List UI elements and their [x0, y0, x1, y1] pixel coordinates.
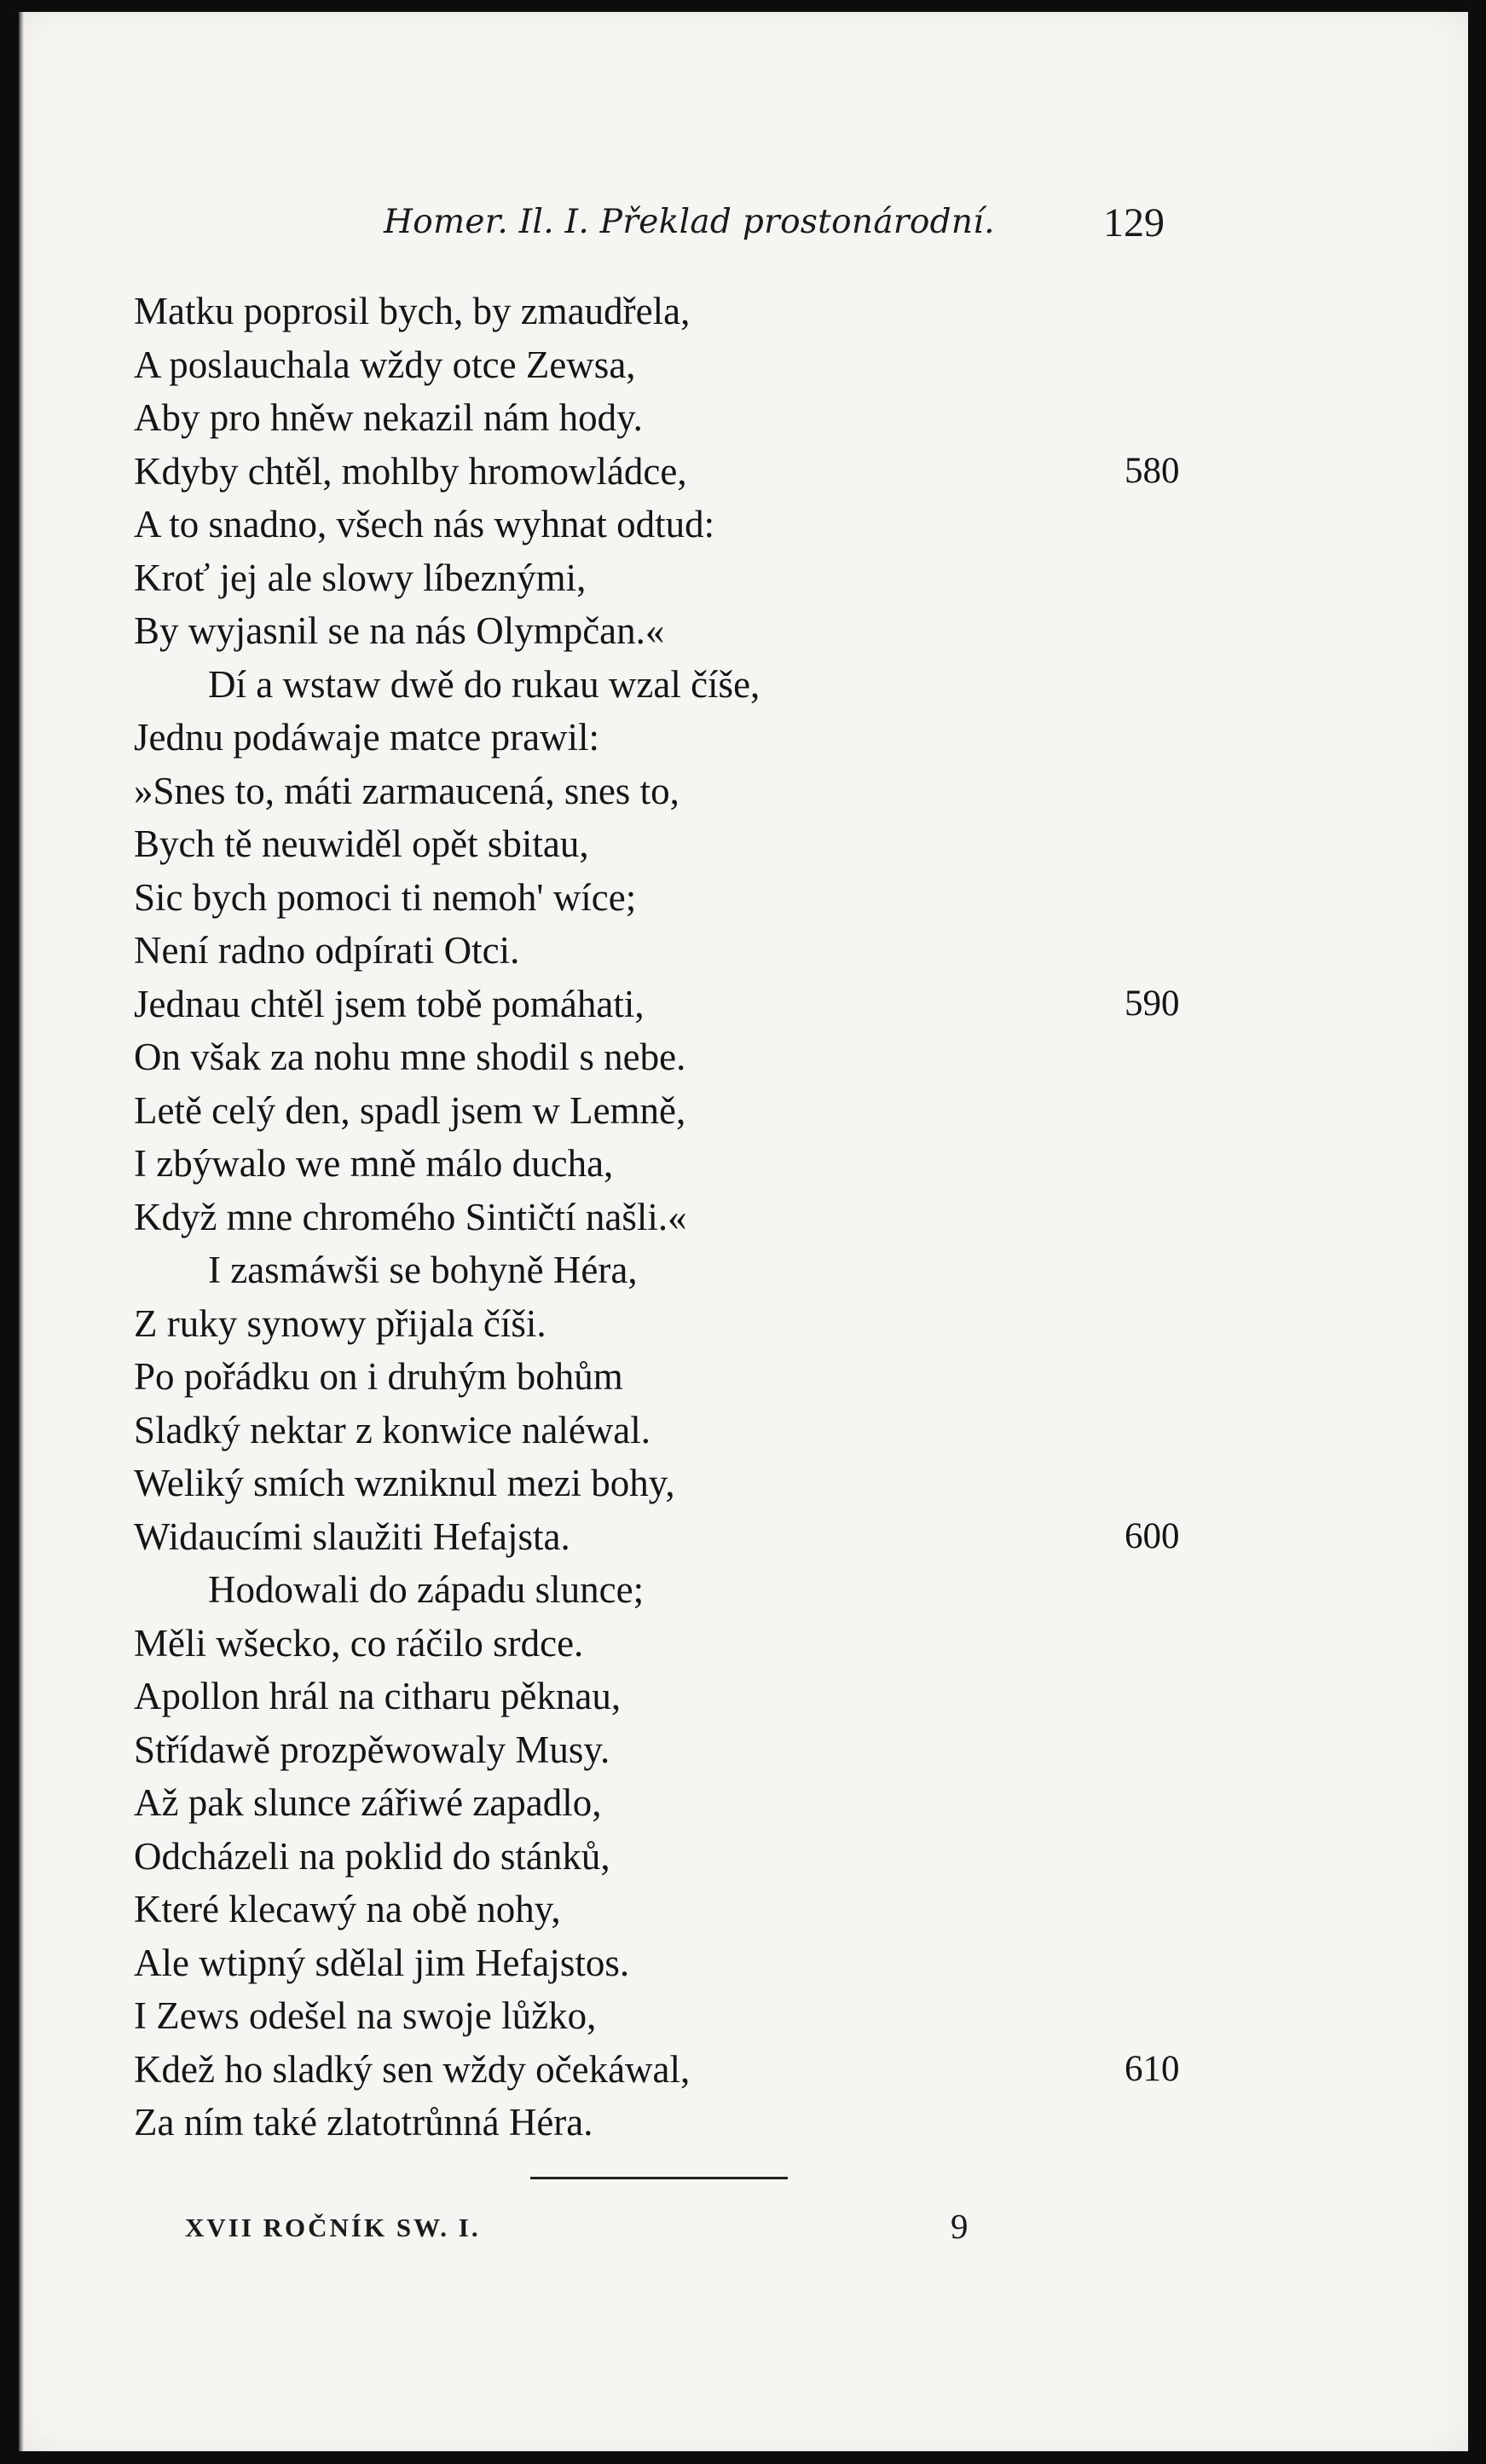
verse-text: Když mne chromého Sintičtí našli.« — [134, 1195, 687, 1238]
verse-line — [134, 658, 1327, 712]
verse-line — [134, 2096, 1327, 2150]
verse-text: Kdyby chtěl, mohlby hromowládce, — [134, 449, 687, 493]
verse-text: Kroť jej ale slowy líbeznými, — [134, 556, 587, 599]
verse-text: Weliký smích wzniknul mezi bohy, — [134, 1462, 675, 1504]
verse-text: Apollon hrál na citharu pěknau, — [134, 1675, 622, 1717]
verse-text: Odcházeli na poklid do stánků, — [134, 1834, 610, 1878]
verse-text: Letě celý den, spadl jsem w Lemně, — [134, 1088, 686, 1132]
verse-text: Kdež ho sladký sen wždy očekáwal, — [134, 2047, 691, 2091]
verse-line — [134, 604, 1327, 658]
verse-text: Matku poprosil bych, by zmaudřela, — [134, 290, 691, 332]
verse-line — [134, 1830, 1327, 1884]
poem-text — [134, 285, 1327, 2150]
book-page — [19, 12, 1468, 2451]
verse-text: Střídawě prozpěwowaly Musy. — [134, 1728, 610, 1771]
verse-line-number: 580 — [1125, 450, 1180, 491]
verse-line — [134, 1350, 1327, 1404]
verse-line-number: 590 — [1125, 983, 1180, 1024]
verse-line — [134, 1404, 1327, 1457]
verse-line — [134, 1989, 1327, 2043]
verse-line — [134, 1191, 1327, 1244]
verse-text: Po pořádku on i druhým bohům — [134, 1355, 623, 1398]
verse-line — [134, 498, 1327, 551]
verse-line — [134, 1723, 1327, 1777]
verse-line — [134, 1617, 1327, 1671]
verse-line — [134, 1670, 1327, 1723]
verse-text: »Snes to, máti zarmaucená, snes to, — [134, 769, 679, 812]
page-number: 129 — [1103, 200, 1165, 245]
verse-text: Widaucími slaužiti Hefajsta. — [134, 1515, 570, 1558]
verse-text: Sladký nektar z konwice naléwal. — [134, 1408, 651, 1451]
verse-line — [134, 551, 1327, 605]
verse-line — [134, 711, 1327, 765]
verse-line — [134, 338, 1327, 392]
verse-line — [134, 1084, 1327, 1138]
verse-text: A poslauchala wždy otce Zewsa, — [134, 343, 636, 386]
verse-text: Aby pro hněw nekazil nám hody. — [134, 396, 643, 439]
verse-line — [134, 445, 1327, 499]
verse-line — [134, 1936, 1327, 1990]
verse-line — [134, 1030, 1327, 1084]
verse-text: I zasmáwši se bohyně Héra, — [208, 1249, 638, 1291]
verse-line — [134, 1776, 1327, 1830]
verse-line — [134, 285, 1327, 338]
verse-line — [134, 817, 1327, 871]
page-footer — [19, 2202, 1468, 2253]
verse-text: Za ním také zlatotrůnná Héra. — [134, 2101, 593, 2144]
verse-text: On však za nohu mne shodil s nebe. — [134, 1036, 686, 1078]
verse-line-number: 600 — [1125, 1515, 1180, 1556]
verse-line — [134, 1244, 1327, 1297]
verse-text: Měli wšecko, co ráčilo srdce. — [134, 1621, 584, 1665]
sheet-number: 9 — [951, 2207, 969, 2246]
page-edge-shadow — [19, 12, 24, 2451]
printer-signature: XVII ROČNÍK SW. I. — [185, 2213, 481, 2242]
verse-text: Bych tě neuwiděl opět sbitau, — [134, 822, 589, 865]
verse-text: Dí a wstaw dwě do rukau wzal číše, — [208, 662, 760, 706]
verse-line — [134, 1563, 1327, 1617]
verse-line — [134, 924, 1327, 978]
verse-line — [134, 2043, 1327, 2097]
verse-line — [134, 765, 1327, 818]
verse-text: Hodowali do západu slunce; — [208, 1568, 645, 1611]
verse-text: Sic bych pomoci ti nemoh' wíce; — [134, 875, 637, 919]
verse-text: Ale wtipný sdělal jim Hefajstos. — [134, 1941, 630, 1984]
verse-text: Z ruky synowy přijala číši. — [134, 1301, 546, 1345]
verse-text: I Zews odešel na swoje lůžko, — [134, 1994, 597, 2037]
verse-line — [134, 871, 1327, 925]
verse-text: I zbýwalo we mně málo ducha, — [134, 1142, 614, 1185]
verse-text: A to snadno, všech nás wyhnat odtud: — [134, 503, 715, 545]
verse-line — [134, 1137, 1327, 1191]
verse-text: Které klecawý na obě nohy, — [134, 1888, 561, 1930]
footer-rule — [530, 2177, 788, 2179]
verse-line — [134, 1297, 1327, 1351]
verse-text: Jednu podáwaje matce prawil: — [134, 716, 600, 759]
verse-line — [134, 1457, 1327, 1510]
verse-text: Až pak slunce zářiwé zapadlo, — [134, 1781, 602, 1824]
verse-line-number: 610 — [1125, 2048, 1180, 2089]
running-title: Homer. Il. I. Překlad prostonárodní. — [384, 203, 995, 241]
verse-line — [134, 1510, 1327, 1564]
verse-text: Není radno odpírati Otci. — [134, 929, 520, 972]
verse-line — [134, 1883, 1327, 1936]
verse-line — [134, 391, 1327, 445]
verse-text: By wyjasnil se na nás Olympčan.« — [134, 609, 665, 652]
verse-line — [134, 978, 1327, 1031]
page-header — [19, 196, 1468, 256]
verse-text: Jednau chtěl jsem tobě pomáhati, — [134, 982, 645, 1025]
